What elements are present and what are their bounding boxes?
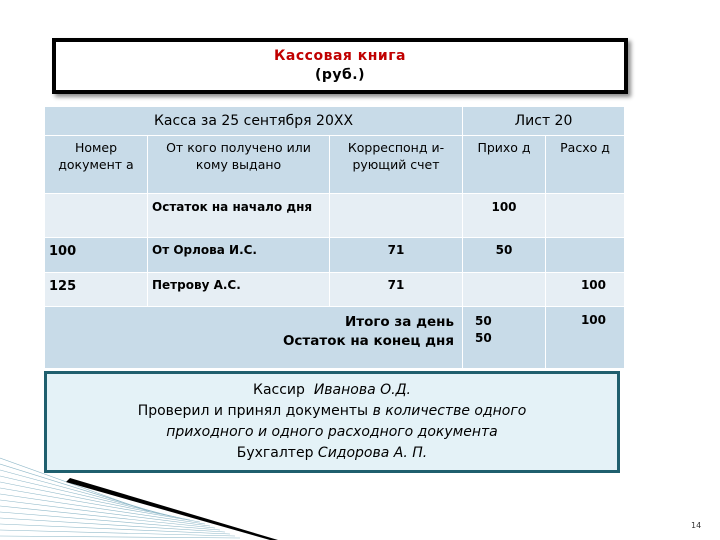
- day-total-label: Итого за день: [344, 314, 454, 330]
- accountant-label: Бухгалтер: [236, 445, 314, 461]
- table-header-row: [45, 107, 625, 136]
- row-party: Остаток на начало дня: [148, 194, 330, 238]
- totals-expense: 100: [546, 307, 625, 369]
- column-header-account: Корреспонд и-рующий счет: [330, 136, 463, 194]
- row-party: Петрову А.С.: [148, 273, 330, 307]
- column-header-party: От кого получено или кому выдано: [148, 136, 330, 194]
- title-box: [52, 38, 628, 94]
- row-doc: 100: [45, 238, 148, 273]
- income-total: 50: [475, 314, 492, 328]
- decorative-stripes: [0, 440, 280, 540]
- row-doc: [45, 194, 148, 238]
- row-expense: [546, 194, 625, 238]
- page-subtitle: (руб.): [314, 67, 366, 83]
- table-row: [45, 273, 625, 307]
- sheet-number-header: Лист 20: [463, 107, 625, 136]
- checked-detail-1: в количестве одного: [372, 403, 527, 419]
- column-headers-row: [45, 136, 625, 194]
- income-end-balance: 50: [475, 331, 492, 345]
- column-header-doc: Номер документ а: [45, 136, 148, 194]
- row-expense: 100: [546, 273, 625, 307]
- cash-date-header: Касса за 25 сентября 20ХХ: [45, 107, 463, 136]
- checked-line: [47, 401, 617, 422]
- column-header-income: Прихо д: [463, 136, 546, 194]
- checked-label: Проверил и принял документы: [137, 403, 369, 419]
- totals-row: [45, 307, 625, 369]
- cash-book-table: [44, 106, 625, 369]
- table-row: [45, 238, 625, 273]
- accountant-name: Сидорова А. П.: [317, 445, 428, 461]
- page-title: Кассовая книга: [273, 48, 407, 64]
- cashier-name: Иванова О.Д.: [313, 382, 411, 398]
- column-header-expense: Расхо д: [546, 136, 625, 194]
- row-party: От Орлова И.С.: [148, 238, 330, 273]
- row-account: 71: [330, 238, 463, 273]
- row-doc: 125: [45, 273, 148, 307]
- row-income: 100: [463, 194, 546, 238]
- end-balance-label: Остаток на конец дня: [282, 333, 454, 349]
- row-income: [463, 273, 546, 307]
- totals-labels: [45, 307, 463, 369]
- row-income: 50: [463, 238, 546, 273]
- table-row: [45, 194, 625, 238]
- row-account: 71: [330, 273, 463, 307]
- cashier-label: Кассир: [253, 382, 305, 398]
- page-number: 14: [691, 521, 702, 530]
- cashier-line: [47, 380, 617, 401]
- row-expense: [546, 238, 625, 273]
- checked-detail-2: приходного и одного расходного документа: [166, 424, 498, 440]
- row-account: [330, 194, 463, 238]
- black-swoosh: [66, 478, 278, 540]
- stripe-lines: [0, 458, 240, 538]
- totals-income: [463, 307, 546, 369]
